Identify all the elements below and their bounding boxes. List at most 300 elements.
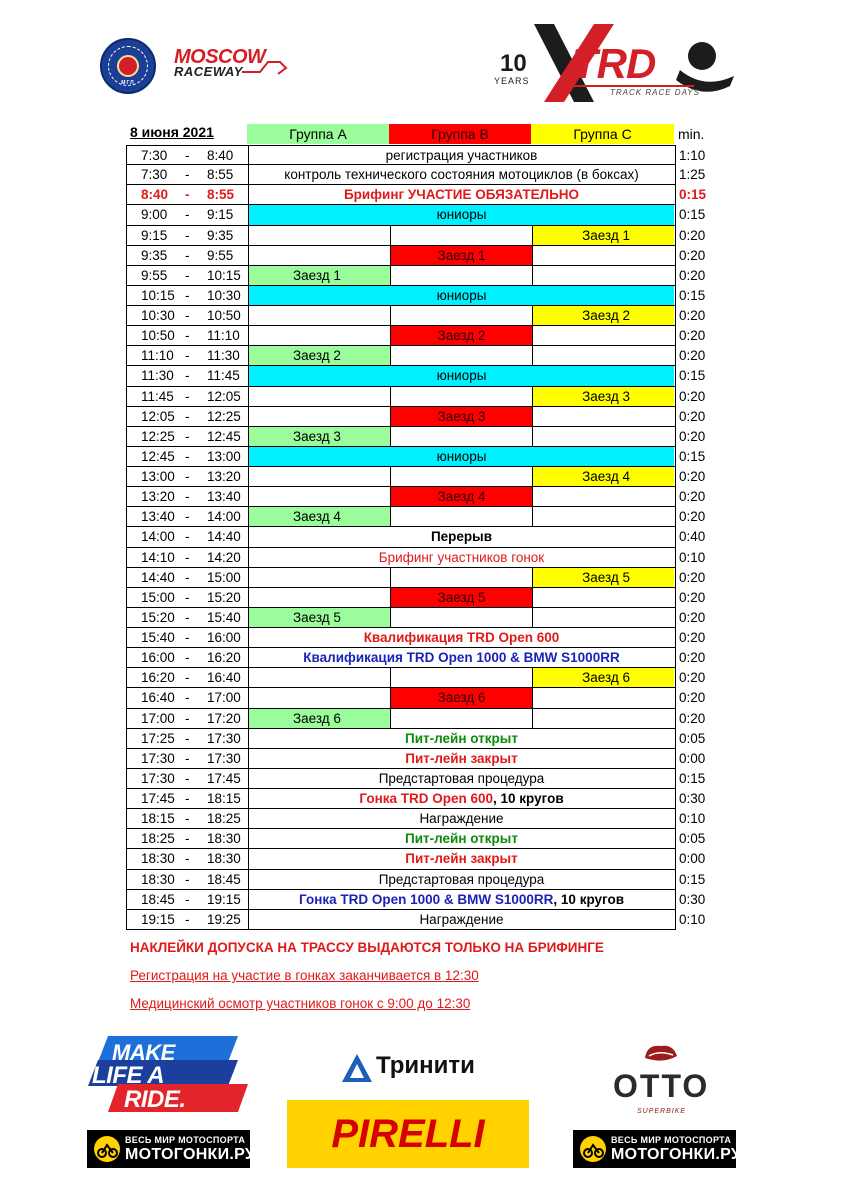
- time-dash: -: [185, 791, 190, 806]
- heat-label: Заезд 4: [437, 489, 486, 505]
- time-dash: -: [185, 549, 190, 565]
- session-label: Пит-лейн открыт: [405, 831, 518, 847]
- table-row: [127, 548, 706, 568]
- time-range: [127, 266, 248, 285]
- table-row: [127, 407, 706, 427]
- time-range: [127, 387, 248, 406]
- trinity-triangle-icon: [342, 1054, 372, 1082]
- seal-emblem: [117, 55, 139, 77]
- xtrd-brand: TRD: [572, 40, 656, 87]
- end-time: 17:45: [207, 770, 241, 786]
- duration: 0:30: [679, 791, 706, 806]
- table-row: [127, 568, 706, 588]
- time-range: [127, 185, 248, 204]
- end-time: 9:55: [207, 247, 234, 263]
- heat-label: Заезд 4: [293, 509, 341, 525]
- duration: 1:25: [679, 167, 706, 183]
- end-time: 8:55: [207, 167, 234, 183]
- start-time: 17:45: [141, 791, 175, 806]
- time-range: [127, 487, 248, 506]
- session-label: юниоры: [436, 287, 487, 303]
- session-label-tail: , 10 кругов: [493, 791, 564, 806]
- duration: 0:20: [679, 690, 706, 706]
- time-dash: -: [185, 831, 190, 847]
- group-a-cell: [248, 346, 390, 365]
- time-dash: -: [185, 469, 190, 484]
- time-range: [127, 688, 248, 707]
- session-label: Предстартовая процедура: [378, 770, 545, 786]
- table-row: [127, 447, 706, 467]
- time-range: [127, 427, 248, 446]
- session-label: регистрация участников: [385, 148, 538, 163]
- group-a-cell: [248, 588, 390, 607]
- end-time: 12:05: [207, 388, 241, 404]
- duration: 0:20: [679, 308, 706, 323]
- session-label: Гонка TRD Open 1000 & BMW S1000RR: [298, 891, 554, 907]
- table-row: [127, 487, 706, 507]
- heat-label: Заезд 2: [293, 348, 341, 364]
- session-cell: [248, 366, 674, 385]
- group-b-cell: [390, 407, 532, 426]
- heat-label: Заезд 5: [582, 569, 630, 585]
- time-dash: -: [185, 408, 190, 424]
- start-time: 16:40: [141, 690, 175, 706]
- time-range: [127, 749, 248, 768]
- heat-label: Заезд 3: [437, 408, 486, 424]
- time-dash: -: [185, 630, 190, 645]
- session-label: Квалификация TRD Open 1000 & BMW S1000RR: [303, 650, 620, 666]
- group-c-cell: [532, 668, 674, 687]
- time-range: [127, 648, 248, 667]
- schedule-table: [126, 145, 707, 930]
- duration: 0:20: [679, 630, 706, 645]
- time-range: [127, 165, 248, 184]
- group-b-cell: [390, 588, 532, 607]
- table-row: [127, 326, 706, 346]
- time-dash: -: [185, 670, 190, 686]
- start-time: 12:25: [141, 428, 175, 444]
- duration: 0:20: [679, 428, 706, 444]
- table-row: [127, 709, 706, 729]
- registration-note: Регистрация на участие в гонках заканчивается в 12:30: [130, 968, 479, 983]
- time-range: [127, 346, 248, 365]
- seal-text: МГЛ: [121, 80, 135, 86]
- session-cell: [248, 729, 674, 748]
- table-row: [127, 789, 706, 809]
- table-row: [127, 185, 707, 205]
- session-cell: [248, 185, 674, 204]
- start-time: 17:00: [141, 710, 175, 726]
- end-time: 8:55: [207, 187, 235, 203]
- start-time: 9:35: [141, 247, 168, 263]
- duration: 0:20: [679, 589, 706, 605]
- start-time: 7:30: [141, 167, 168, 183]
- session-label: Брифинг УЧАСТИЕ ОБЯЗАТЕЛЬНО: [343, 187, 580, 203]
- end-time: 10:50: [207, 308, 241, 323]
- end-time: 17:00: [207, 690, 241, 706]
- duration: 0:20: [679, 489, 706, 505]
- time-dash: -: [185, 247, 190, 263]
- group-b-cell: [390, 387, 532, 406]
- table-row: [127, 890, 706, 910]
- time-range: [127, 366, 248, 385]
- end-time: 9:35: [207, 227, 234, 243]
- time-dash: -: [185, 267, 190, 283]
- end-time: 18:30: [207, 851, 241, 867]
- session-cell: [248, 890, 674, 909]
- duration: 0:00: [679, 750, 706, 766]
- time-dash: -: [185, 589, 190, 605]
- group-c-cell: [532, 688, 674, 707]
- duration: 0:20: [679, 710, 706, 726]
- table-row: [127, 829, 706, 849]
- session-cell: [248, 548, 674, 567]
- start-time: 9:15: [141, 227, 168, 243]
- duration: 0:15: [679, 871, 706, 887]
- end-time: 9:15: [207, 207, 234, 223]
- end-time: 18:45: [207, 871, 241, 887]
- time-dash: -: [185, 730, 190, 746]
- end-time: 14:40: [207, 529, 241, 545]
- time-range: [127, 789, 248, 808]
- start-time: 10:50: [141, 328, 175, 344]
- session-label: Предстартовая процедура: [378, 871, 545, 887]
- time-dash: -: [185, 148, 190, 163]
- group-b-cell: [390, 266, 532, 285]
- time-range: [127, 910, 248, 929]
- time-range: [127, 729, 248, 748]
- group-b-cell: [390, 668, 532, 687]
- group-a-cell: [248, 407, 390, 426]
- table-row: [127, 769, 706, 789]
- time-range: [127, 246, 248, 265]
- start-time: 17:30: [141, 770, 175, 786]
- time-dash: -: [185, 891, 190, 907]
- time-range: [127, 326, 248, 345]
- duration: 0:20: [679, 469, 706, 484]
- table-row: [127, 346, 706, 366]
- end-time: 15:20: [207, 589, 241, 605]
- group-c-cell: [532, 326, 674, 345]
- end-time: 19:15: [207, 891, 241, 907]
- time-dash: -: [185, 770, 190, 786]
- end-time: 16:00: [207, 630, 241, 645]
- time-range: [127, 668, 248, 687]
- end-time: 17:30: [207, 730, 241, 746]
- session-cell: [248, 447, 674, 466]
- heat-label: Заезд 4: [582, 469, 630, 484]
- group-a-cell: [248, 487, 390, 506]
- session-label: Перерыв: [430, 529, 493, 545]
- group-c-cell: [532, 487, 674, 506]
- time-dash: -: [185, 308, 190, 323]
- heat-label: Заезд 2: [582, 308, 630, 323]
- time-range: [127, 407, 248, 426]
- trinity-name: Тринити: [376, 1052, 475, 1079]
- end-time: 11:30: [207, 348, 240, 364]
- group-c-header: Группа C: [531, 124, 674, 144]
- end-time: 14:20: [207, 549, 241, 565]
- table-row: [127, 306, 706, 326]
- time-range: [127, 306, 248, 325]
- table-row: [127, 628, 706, 648]
- end-time: 19:25: [207, 911, 241, 927]
- table-row: [127, 648, 706, 668]
- table-row: [127, 205, 706, 225]
- session-cell: [248, 769, 674, 788]
- session-cell: [248, 146, 674, 164]
- group-a-cell: [248, 467, 390, 486]
- group-c-cell: [532, 588, 674, 607]
- group-b-cell: [390, 306, 532, 325]
- duration: 0:05: [679, 831, 706, 847]
- start-time: 11:30: [141, 368, 174, 384]
- group-b-cell: [390, 467, 532, 486]
- moscow-raceway-logo: [170, 44, 300, 88]
- time-dash: -: [185, 287, 190, 303]
- time-dash: -: [185, 509, 190, 525]
- start-time: 15:40: [141, 630, 175, 645]
- time-dash: -: [185, 348, 190, 364]
- start-time: 8:40: [141, 187, 169, 203]
- end-time: 12:25: [207, 408, 241, 424]
- start-time: 13:20: [141, 489, 175, 505]
- time-dash: -: [185, 710, 190, 726]
- time-range: [127, 447, 248, 466]
- session-cell: [248, 648, 674, 667]
- moscow-raceway-line2: RACEWAY: [174, 64, 243, 79]
- time-dash: -: [185, 489, 190, 505]
- mlar-line2: LIFE A: [92, 1062, 165, 1089]
- time-dash: -: [185, 609, 190, 625]
- start-time: 14:10: [141, 549, 175, 565]
- duration: 0:20: [679, 227, 706, 243]
- motogonki-name: МОТОГОНКИ.РУ: [611, 1146, 742, 1163]
- group-b-cell: [390, 507, 532, 526]
- group-b-cell: [390, 246, 532, 265]
- end-time: 13:00: [207, 448, 241, 464]
- group-c-cell: [532, 608, 674, 627]
- time-dash: -: [185, 851, 190, 867]
- table-row: [127, 910, 706, 930]
- schedule-date: 8 июня 2021: [130, 124, 214, 140]
- moscow-raceway-line1: MOSCOW: [174, 46, 266, 68]
- medical-note: Медицинский осмотр участников гонок с 9:00 до 12:30: [130, 996, 471, 1011]
- session-cell: [248, 205, 674, 224]
- start-time: 10:30: [141, 308, 175, 323]
- table-row: [127, 507, 706, 527]
- group-a-cell: [248, 246, 390, 265]
- duration: 0:10: [679, 911, 706, 927]
- duration: 0:15: [679, 207, 706, 223]
- group-b-cell: [390, 709, 532, 728]
- group-a-cell: [248, 226, 390, 245]
- time-dash: -: [185, 368, 190, 384]
- group-c-cell: [532, 226, 674, 245]
- table-row: [127, 165, 706, 185]
- heat-label: Заезд 5: [437, 589, 486, 605]
- heat-label: Заезд 1: [582, 227, 630, 243]
- group-c-cell: [532, 346, 674, 365]
- duration: 0:20: [679, 247, 706, 263]
- end-time: 17:30: [207, 750, 241, 766]
- time-range: [127, 849, 248, 868]
- duration: 0:15: [679, 287, 706, 303]
- heat-label: Заезд 6: [293, 710, 341, 726]
- otto-superbike-logo: [605, 1040, 715, 1120]
- session-cell: [248, 870, 674, 889]
- group-a-header: Группа A: [247, 124, 389, 144]
- table-row: [127, 366, 706, 386]
- duration: 0:30: [679, 891, 706, 907]
- end-time: 11:10: [207, 328, 240, 344]
- minutes-header: min.: [678, 126, 705, 142]
- end-time: 18:15: [207, 791, 241, 806]
- session-cell: [248, 809, 674, 828]
- federation-seal-logo: [100, 38, 156, 94]
- duration: 0:20: [679, 328, 706, 344]
- start-time: 14:40: [141, 569, 175, 585]
- table-row: [127, 246, 706, 266]
- start-time: 12:45: [141, 448, 175, 464]
- end-time: 16:40: [207, 670, 241, 686]
- time-range: [127, 769, 248, 788]
- session-cell: [248, 286, 674, 305]
- session-label: юниоры: [436, 368, 487, 384]
- session-cell: [248, 749, 674, 768]
- group-a-cell: [248, 688, 390, 707]
- xtrd-ten: 10: [500, 50, 527, 77]
- motogonki-tagline: ВЕСЬ МИР МОТОСПОРТА: [611, 1135, 732, 1145]
- start-time: 16:20: [141, 670, 175, 686]
- duration: 0:00: [679, 851, 706, 867]
- time-range: [127, 870, 248, 889]
- end-time: 15:00: [207, 569, 241, 585]
- end-time: 12:45: [207, 428, 241, 444]
- table-row: [127, 226, 706, 246]
- duration: 0:10: [679, 811, 706, 827]
- duration: 0:20: [679, 348, 706, 364]
- time-range: [127, 507, 248, 526]
- group-c-cell: [532, 507, 674, 526]
- table-row: [127, 467, 706, 487]
- start-time: 18:30: [141, 851, 175, 867]
- group-a-cell: [248, 326, 390, 345]
- time-dash: -: [185, 167, 190, 183]
- table-row: [127, 668, 706, 688]
- duration: 1:10: [679, 148, 706, 163]
- time-range: [127, 286, 248, 305]
- table-row: [127, 286, 706, 306]
- time-dash: -: [185, 871, 190, 887]
- session-label: Пит-лейн закрыт: [405, 851, 518, 867]
- time-range: [127, 588, 248, 607]
- heat-label: Заезд 5: [293, 609, 341, 625]
- duration: 0:20: [679, 609, 706, 625]
- trinity-logo: [342, 1052, 492, 1082]
- duration: 0:20: [679, 408, 706, 424]
- end-time: 16:20: [207, 650, 241, 666]
- start-time: 13:00: [141, 469, 175, 484]
- end-time: 11:45: [207, 368, 240, 384]
- time-dash: -: [185, 187, 190, 203]
- time-range: [127, 568, 248, 587]
- session-cell: [248, 829, 674, 848]
- mlar-line1: MAKE: [112, 1040, 175, 1065]
- duration: 0:20: [679, 670, 706, 686]
- table-row: [127, 870, 706, 890]
- group-b-cell: [390, 346, 532, 365]
- duration: 0:20: [679, 650, 706, 666]
- session-label-tail: , 10 кругов: [553, 891, 625, 907]
- group-c-cell: [532, 246, 674, 265]
- session-cell: [248, 849, 674, 868]
- session-label: Награждение: [419, 911, 504, 927]
- session-label: Квалификация TRD Open 600: [363, 630, 560, 645]
- motogonki-tagline: ВЕСЬ МИР МОТОСПОРТА: [125, 1135, 246, 1145]
- duration: 0:15: [679, 770, 706, 786]
- otto-name: OTTO: [613, 1068, 710, 1104]
- time-dash: -: [185, 388, 190, 404]
- start-time: 18:15: [141, 811, 175, 827]
- time-range: [127, 548, 248, 567]
- group-c-cell: [532, 306, 674, 325]
- otto-sub: SUPERBIKE: [637, 1108, 687, 1115]
- table-row: [127, 749, 706, 769]
- end-time: 15:40: [207, 609, 241, 625]
- time-range: [127, 467, 248, 486]
- motogonki-logo-left: [87, 1130, 256, 1168]
- session-label: Пит-лейн открыт: [405, 730, 518, 746]
- start-time: 10:15: [141, 287, 175, 303]
- start-time: 9:00: [141, 207, 168, 223]
- time-dash: -: [185, 911, 190, 927]
- start-time: 11:10: [141, 348, 174, 364]
- start-time: 16:00: [141, 650, 175, 666]
- time-dash: -: [185, 207, 190, 223]
- group-a-cell: [248, 306, 390, 325]
- motogonki-bike-icon: [579, 1135, 607, 1163]
- start-time: 7:30: [141, 148, 168, 163]
- table-row: [127, 729, 706, 749]
- track-outline-icon: [240, 58, 292, 76]
- end-time: 8:40: [207, 148, 234, 163]
- duration: 0:40: [679, 529, 706, 545]
- time-range: [127, 146, 248, 164]
- time-dash: -: [185, 569, 190, 585]
- time-range: [127, 628, 248, 647]
- time-range: [127, 829, 248, 848]
- session-cell: [248, 527, 674, 546]
- duration: 0:20: [679, 569, 706, 585]
- motogonki-logo-right: [573, 1130, 742, 1168]
- mlar-line3: RIDE.: [124, 1086, 186, 1113]
- pirelli-name: PIRELLI: [331, 1112, 485, 1156]
- session-label: Брифинг участников гонок: [378, 549, 545, 565]
- time-range: [127, 608, 248, 627]
- group-a-cell: [248, 266, 390, 285]
- session-label: контроль технического состояния мотоциклов (в боксах): [284, 167, 639, 183]
- pirelli-logo: [287, 1100, 529, 1168]
- end-time: 18:25: [207, 811, 241, 827]
- group-c-cell: [532, 427, 674, 446]
- heat-label: Заезд 6: [437, 690, 486, 706]
- time-dash: -: [185, 529, 190, 545]
- start-time: 18:25: [141, 831, 175, 847]
- table-row: [127, 588, 706, 608]
- duration: 0:10: [679, 549, 706, 565]
- end-time: 14:00: [207, 509, 241, 525]
